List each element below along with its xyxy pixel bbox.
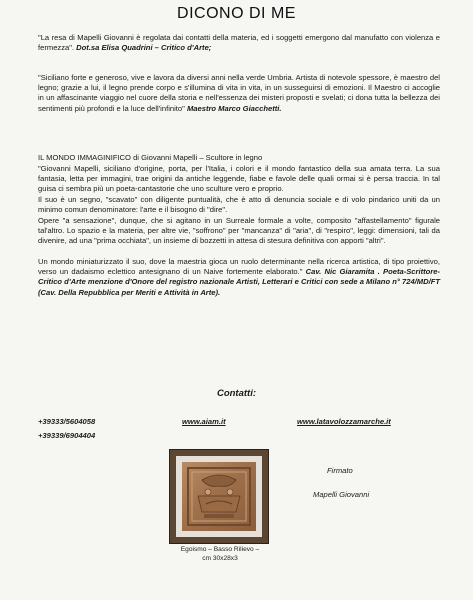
website-link-aiam[interactable]: www.aiam.it bbox=[182, 417, 226, 426]
signature-label: Firmato bbox=[327, 466, 353, 475]
quote-giacchetti-text: "Siciliano forte e generoso, vive e lavora da diversi anni nella verde Umbria. Artista di notevole spessore, è maestro del legno; grazie a lui, il legno prende corpo e s'illumina di vita in vita, in un susseguirsi di emozioni. Il Maestro ci accoglie in un affascinante viaggio nel cuore della storia e nell'essenza dei misteri proposti e svelati; ci dona tutta la bellezza dei sentimenti più profondi e la luce dell'infinito" bbox=[38, 73, 440, 113]
section-heading: IL MONDO IMMAGINIFICO di Giovanni Mapelli – Scultore in legno bbox=[38, 153, 263, 162]
quote-giacchetti bbox=[38, 73, 440, 114]
section-paragraph-2: Il suo è un segno, "scavato" con diligente puntualità, che è atto di denuncia sociale e di volo pindarico uniti da un minimo comun denominatore: l'arte e il bisogno di "dire". bbox=[38, 195, 440, 215]
website-link-latavolozzamarche[interactable]: www.latavolozzamarche.it bbox=[297, 417, 391, 426]
quote-quadrini-text: "La resa di Mapelli Giovanni è regolata dai contatti della materia, ed i soggetti emergono dal manufatto con violenza e fermezza". bbox=[38, 33, 440, 53]
relief-sculpture-image bbox=[182, 462, 256, 531]
relief-carving-icon bbox=[182, 462, 256, 531]
phone-2: +39339/6904404 bbox=[38, 431, 96, 440]
quote-giacchetti-author: Maestro Marco Giacchetti. bbox=[186, 103, 282, 113]
section-paragraph-4-text: Un mondo miniaturizzato il suo, dove la maestria gioca un ruolo determinante nella ricerca artistica, di tipo proiettivo, verso un dadaismo eclettico antesignano di un Naive fortemente elaborato." bbox=[38, 257, 440, 277]
page-title: DICONO DI ME bbox=[177, 5, 296, 22]
artwork-caption-size: cm 30x28x3 bbox=[202, 555, 238, 562]
section-paragraph-4 bbox=[38, 257, 440, 298]
phone-1: +39333/5604058 bbox=[38, 417, 96, 426]
artwork-photo bbox=[170, 450, 268, 543]
contacts-title: Contatti: bbox=[216, 388, 257, 399]
artwork-caption-title: Egoismo – Basso Rilievo – bbox=[180, 546, 260, 553]
quote-quadrini-author: Dot.sa Elisa Quadrini – Critico d'Arte; bbox=[76, 43, 212, 53]
section-paragraph-1: "Giovanni Mapelli, siciliano d'origine, porta, per l'Italia, i colori e il mondo fantastico della sua amata terra. La sua fantasia, letta per immagini, trae origini da antiche leggende, fiabe e favole delle quali ormai si è persa traccia. In tal guisa ci sembra più un poeta-cantastorie che uno sculture vero e proprio. bbox=[38, 164, 440, 194]
section-paragraph-3: Opere "a sensazione", dunque, che si agitano in un Surreale formale a volte, composito "affastellamento" figurale tal'altro. Lo spazio e la materia, per altre vie, "soffrono" per "mancanza" di "aria", di "respiro", leggi: dimensioni, tali da divenire, ad una "prima occhiata", un insieme di bozzetti in attesa di stesura definitiva con apporti "altri". bbox=[38, 216, 440, 246]
signature-name: Mapelli Giovanni bbox=[313, 490, 370, 499]
quote-quadrini bbox=[38, 33, 440, 53]
section-author: Cav. Nic Giaramita . Poeta-Scrittore-Critico d'Arte menzione d'Onore del registro nazionale Artisti, Letterari e Critici con sede a Milano n° 724/MD/FT (Cav. Della Repubblica per Meriti e Attività in Arte). bbox=[38, 267, 440, 297]
